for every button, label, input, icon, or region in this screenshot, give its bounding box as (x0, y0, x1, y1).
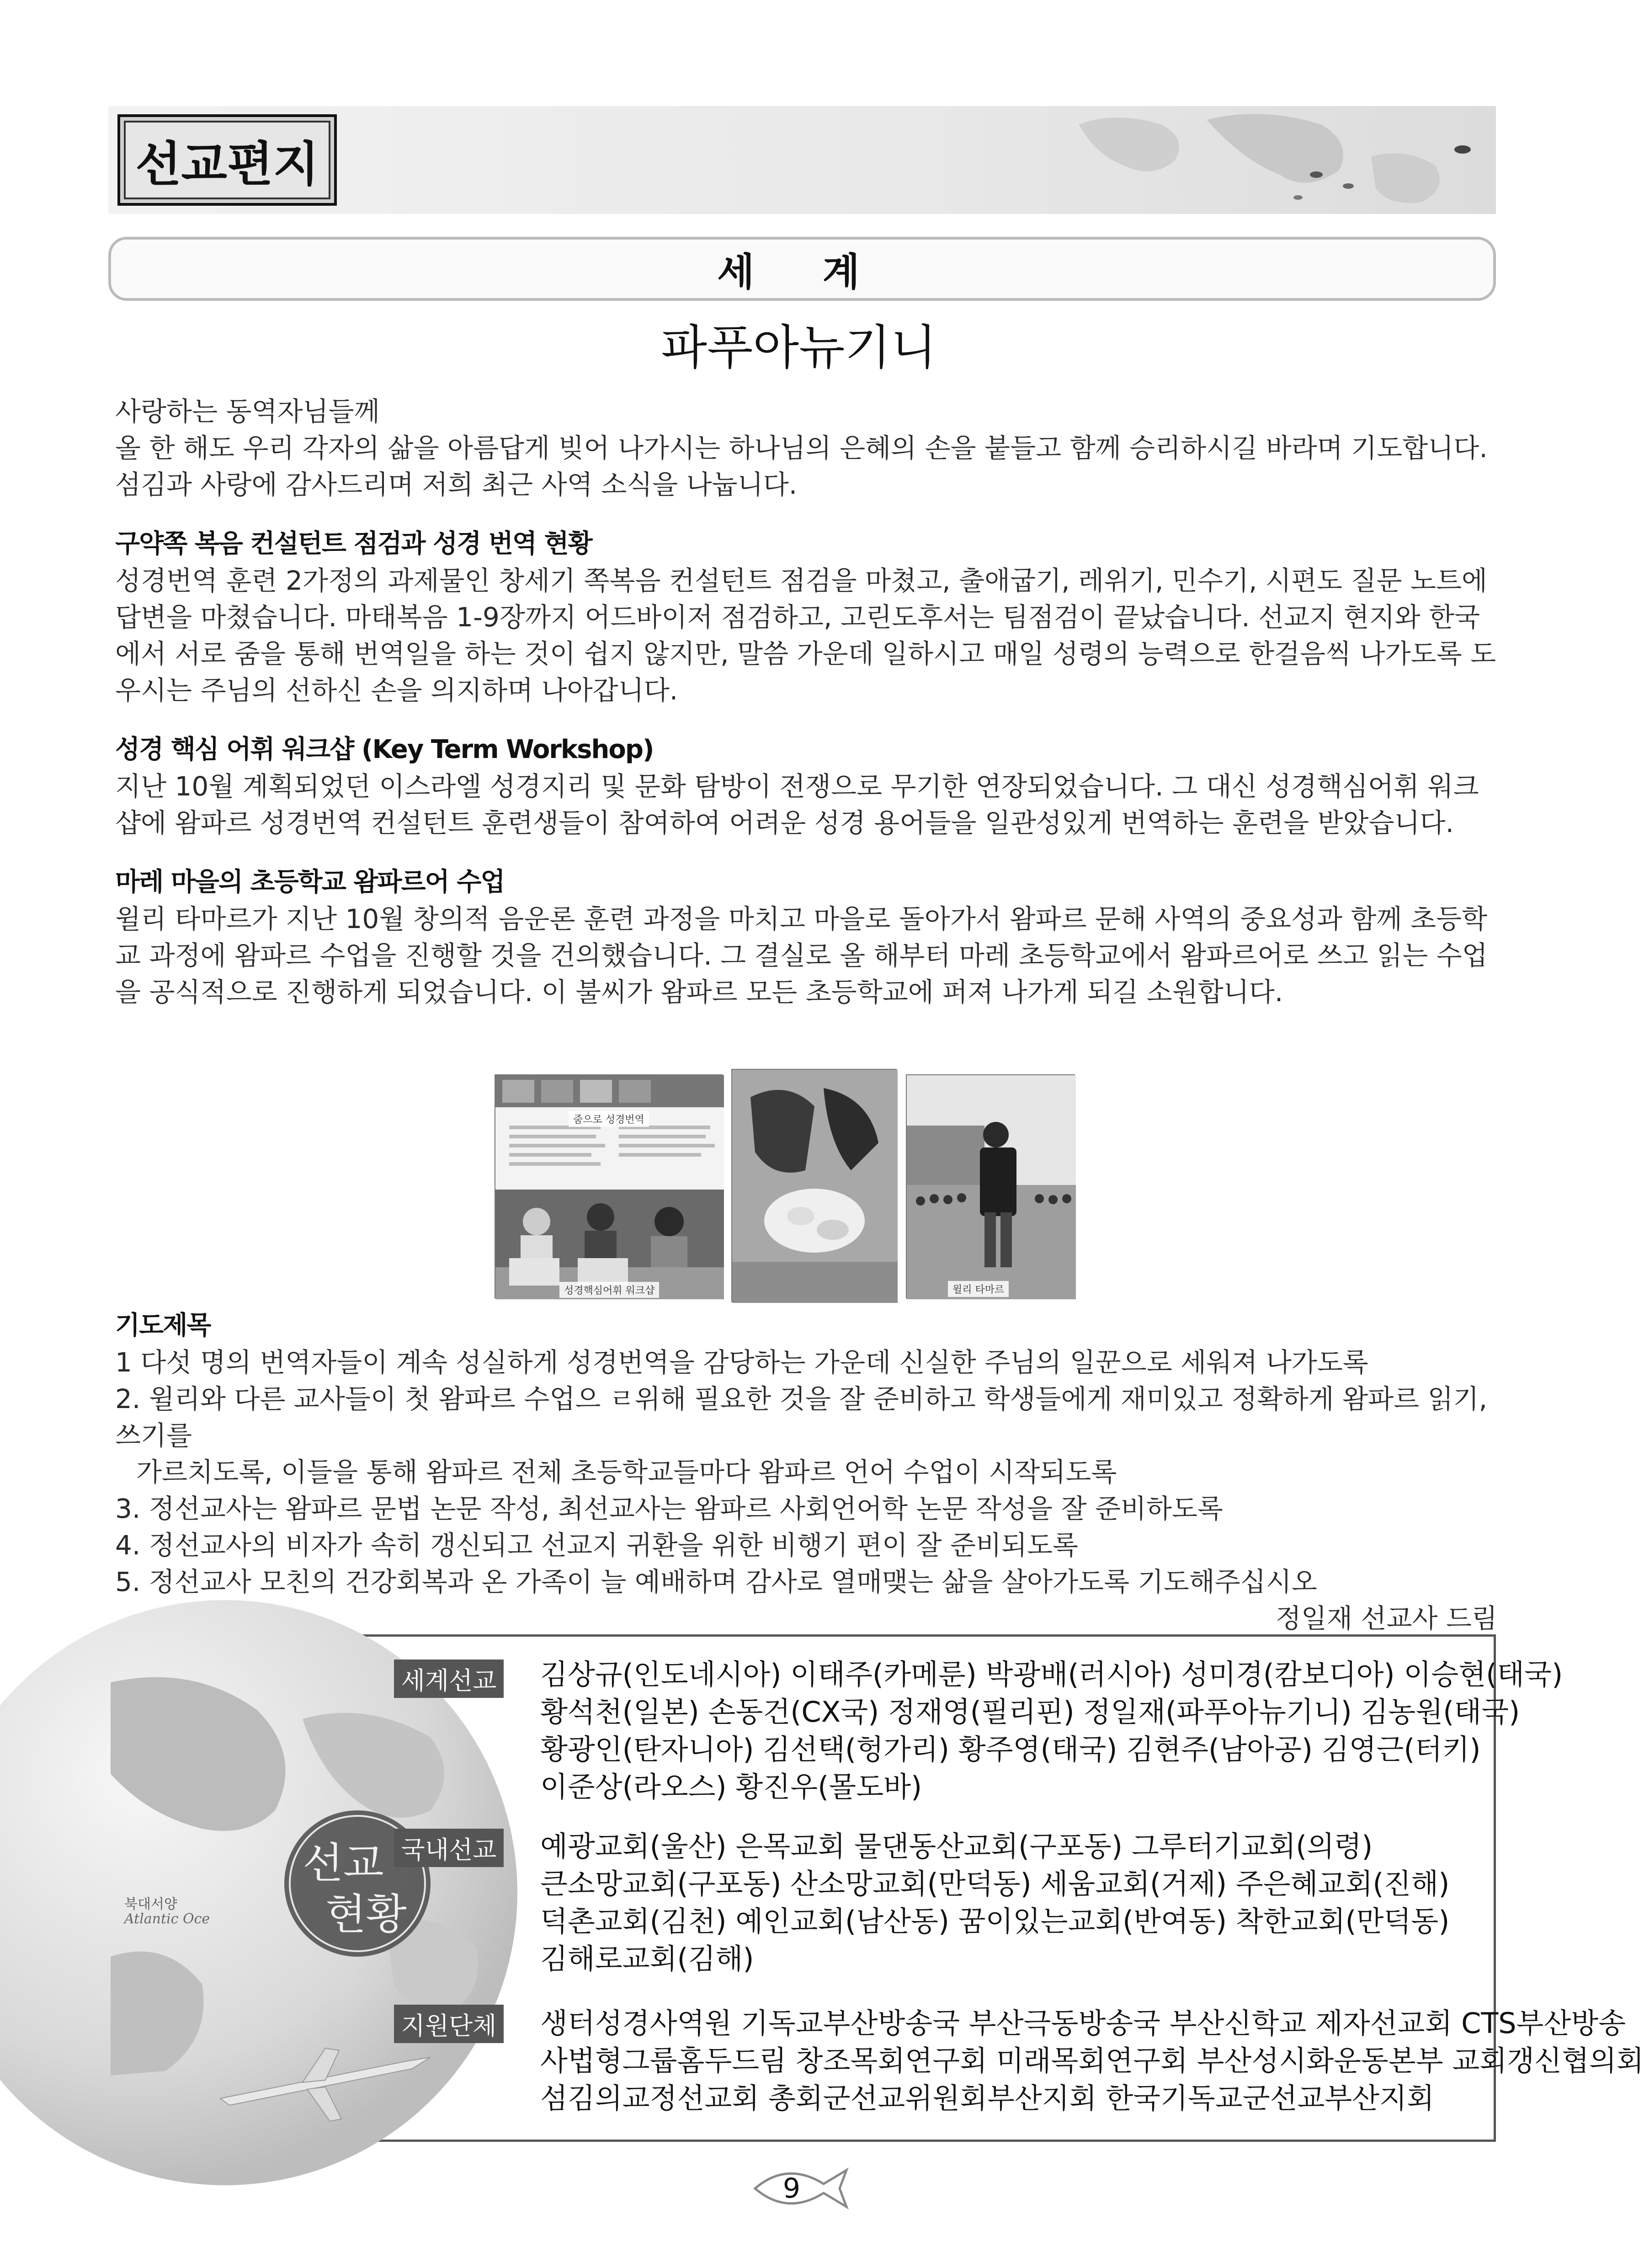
prayer-item: 2. 윌리와 다른 교사들이 첫 왐파르 수업으 ㄹ위해 필요한 것을 잘 준비하고 학생들에게 재미있고 정확하게 왐파르 읽기, 쓰기를 (115, 1383, 1488, 1451)
list-line: 큰소망교회(구포동) 산소망교회(만덕동) 세움교회(거제) 주은혜교회(진해) (540, 1867, 1450, 1900)
country-title: 파푸아뉴기니 (661, 320, 937, 375)
photo-teacher-illustration (907, 1075, 1076, 1299)
section-title: 마레 마을의 초등학교 왐파르어 수업 (115, 867, 505, 897)
signature: 정일재 선교사 드림 (1275, 1603, 1497, 1634)
prayer-section (115, 1307, 1497, 1637)
list-line: 예광교회(울산) 은목교회 물댄동산교회(구포동) 그루터기교회(의령) (540, 1830, 1373, 1863)
mission-title-line2: 현황 (325, 1890, 407, 1939)
section-title: 구약쪽 복음 컨설턴트 점검과 성경 번역 현황 (115, 529, 592, 559)
prayer-item-continued: 가르치도록, 이들을 통해 왐파르 전체 초등학교들마다 왐파르 언어 수업이 시작되도록 (136, 1457, 1117, 1488)
domestic-missions-tag: 국내선교 (394, 1829, 504, 1867)
photo-hands-activity (731, 1069, 897, 1302)
prayer-item: 4. 정선교사의 비자가 속히 갱신되고 선교지 귀환을 위한 비행기 편이 잘 준비되도록 (115, 1530, 1079, 1561)
mission-title-line1: 선교 (303, 1839, 384, 1888)
photo-zoom-illustration (495, 1075, 724, 1299)
list-line: 김해로교회(김해) (540, 1942, 754, 1975)
prayer-item: 5. 정선교사 모친의 건강회복과 온 가족이 늘 예배하며 감사로 열매맺는 삶을 살아가도록 기도해주십시오 (115, 1566, 1317, 1597)
section-text: 윌리 타마르가 지난 10월 창의적 음운론 훈련 과정을 마치고 마을로 돌아가서 왐파르 문해 사역의 중요성과 함께 초등학교 과정에 왐파르 수업을 진행할 것을 건의했습니다. 그 결실로 올 해부터 마레 초등학교에서 왐파르어로 쓰고 읽는 수업을 공식적으로 진행하게 되었습니다. 이 불씨가 왐파르 모든 초등학교에 퍼져 나가게 되길 소원합니다. (115, 903, 1488, 1008)
section-label: 선교편지 (117, 114, 337, 206)
list-line: 이준상(라오스) 황진우(몰도바) (540, 1770, 922, 1804)
world-missions-list (540, 1656, 1563, 1806)
world-map-decoration (1024, 106, 1496, 214)
section-text: 지난 10월 계획되었던 이스라엘 성경지리 및 문화 탐방이 전쟁으로 무기한 연장되었습니다. 그 대신 성경핵심어휘 워크샵에 왐파르 성경번역 컨설턴트 훈련생들이 참여하여 어려운 성경 용어들을 일관성있게 번역하는 훈련을 받았습니다. (115, 771, 1479, 838)
photo-caption: 윌리 타마르 (948, 1281, 1009, 1297)
list-line: 김상규(인도네시아) 이태주(카메룬) 박광배(러시아) 성미경(캄보디아) 이승현(태국) (540, 1658, 1563, 1691)
photo-screen-title: 줌으로 성경번역 (569, 1111, 649, 1127)
list-line: 황석천(일본) 손동건(CX국) 정재영(필리핀) 정일재(파푸아뉴기니) 김농원(태국) (540, 1695, 1520, 1729)
list-line: 생터성경사역원 기독교부산방송국 부산극동방송국 부산신학교 제자선교회 CTS부산방송 (540, 2007, 1626, 2040)
prayer-item: 3. 정선교사는 왐파르 문법 논문 작성, 최선교사는 왐파르 사회언어학 논문 작성을 잘 준비하도록 (115, 1493, 1224, 1524)
list-line: 섬김의교정선교회 총회군선교위원회부산지회 한국기독교군선교부산지회 (540, 2081, 1434, 2115)
section-text: 성경번역 훈련 2가정의 과제물인 창세기 쪽복음 컨설턴트 점검을 마쳤고, 출애굽기, 레위기, 민수기, 시편도 질문 노트에 답변을 마쳤습니다. 마태복음 1-9장까지 어드바이저 점검하고, 고린도후서는 팀점검이 끝났습니다. 선교지 현지와 한국에서 서로 줌을 통해 번역일을 하는 것이 쉽지 않지만, 말씀 가운데 일하시고 매일 성령의 능력으로 한걸음씩 나가도록 도우시는 주님의 선하신 손을 의지하며 나아갑니다. (115, 565, 1496, 706)
map-label-english: Atlantic Oce (124, 1911, 210, 1927)
prayer-title: 기도제목 (115, 1311, 211, 1340)
list-line: 사법형그룹홈두드림 창조목회연구회 미래목회연구회 부산성시화운동본부 교회갱신협의회 (540, 2044, 1644, 2077)
world-missions-tag: 세계선교 (394, 1660, 504, 1698)
domestic-missions-list (540, 1828, 1491, 1978)
prayer-item: 1 다섯 명의 번역자들이 계속 성실하게 성경번역을 감당하는 가운데 신실한 주님의 일꾼으로 세워져 나가도록 (115, 1347, 1368, 1378)
letter-body (115, 393, 1497, 1010)
greeting: 사랑하는 동역자님들께 (115, 396, 380, 427)
photo-hands-illustration (732, 1070, 898, 1303)
section-title: 성경 핵심 어휘 워크샵 (Key Term Workshop) (115, 735, 654, 764)
region-title: 세 계 (108, 237, 1496, 301)
map-label-korean: 북대서양 (124, 1896, 177, 1912)
page-number-text: 9 (782, 2172, 801, 2204)
photo-caption: 성경핵심어휘 워크샵 (559, 1282, 659, 1298)
intro-paragraph: 올 한 해도 우리 각자의 삶을 아름답게 빚어 나가시는 하나님의 은혜의 손을 붙들고 함께 승리하시길 바라며 기도합니다. 섬김과 사랑에 감사드리며 저희 최근 사역 소식을 나눕니다. (115, 432, 1488, 500)
page-number (746, 2159, 856, 2218)
list-line: 황광인(탄자니아) 김선택(헝가리) 황주영(태국) 김현주(남아공) 김영근(터키) (540, 1733, 1481, 1766)
list-line: 덕촌교회(김천) 예인교회(남산동) 꿈이있는교회(반여동) 착한교회(만덕동) (540, 1905, 1450, 1938)
photo-zoom-workshop (495, 1074, 723, 1298)
photo-willi-teaching (906, 1074, 1075, 1298)
support-groups-list (540, 2005, 1644, 2117)
mission-status-box (108, 1634, 1644, 2142)
support-groups-tag: 지원단체 (394, 2005, 504, 2043)
